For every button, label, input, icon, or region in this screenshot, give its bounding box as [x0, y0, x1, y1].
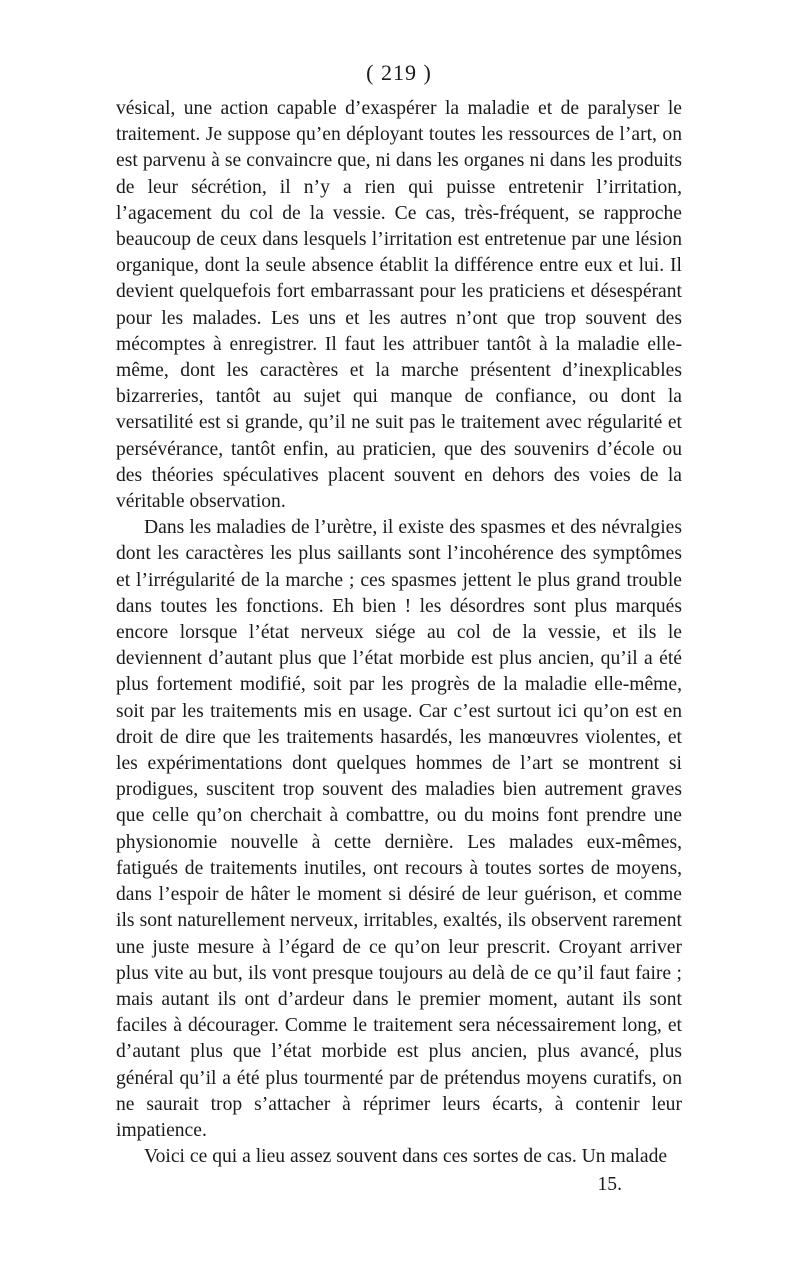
paragraph-urethra-spasms: Dans les maladies de l’urètre, il existe des spasmes et des névralgies dont les caractères les plus saillants sont l’incohérence des symptômes et l’irrégularité de la marche ; ces spasmes jettent le plus grand trouble dans toutes les fonctions. Eh bien ! les désordres sont plus marqués encore lorsque l’état nerveux siége au col de la vessie, et ils le deviennent d’autant plus que l’état morbide est plus ancien, qu’il a été plus fortement modifié, soit par les progrès de la maladie elle-même, soit par les traitements mis en usage. Car c’est surtout ici qu’on est en droit de dire que les traitements hasardés, les manœuvres violentes, et les expérimentations dont quelques hommes de l’art se montrent si prodigues, suscitent trop souvent des maladies bien autrement graves que celle qu’on cherchait à combattre, ou du moins font prendre une physionomie nouvelle à cette dernière. Les malades eux-mêmes, fatigués de traitements inutiles, ont recours à toutes sortes de moyens, dans l’espoir de hâter le moment si désiré de leur guérison, et comme ils sont naturellement nerveux, irritables, exaltés, ils observent rarement une juste mesure à l’égard de ce qu’on leur prescrit. Croyant arriver plus vite au but, ils vont presque toujours au delà de ce qu’il faut faire ; mais autant ils ont d’ardeur dans le premier moment, autant ils sont faciles à décourager. Comme le traitement sera nécessairement long, et d’autant plus que l’état morbide est plus ancien, plus avancé, plus général qu’il a été plus tourmenté par de prétendus moyens curatifs, on ne saurait trop s’attacher à réprimer leurs écarts, à contenir leur impatience. [116, 517, 682, 1141]
book-page [116, 58, 682, 1198]
signature-mark: 15. [597, 1174, 622, 1196]
page-number: ( 219 ) [366, 60, 432, 85]
paragraph-final: Voici ce qui a lieu assez souvent dans ces sortes de cas. Un malade [144, 1146, 668, 1168]
paragraph-continuation: vésical, une action capable d’exaspérer la maladie et de paralyser le traitement. Je suppose qu’en déployant toutes les ressources de l’art, on est parvenu à se convaincre que, ni dans les organes ni dans les produits de leur sécrétion, il n’y a rien qui puisse entretenir l’irritation, l’agacement du col de la vessie. Ce cas, très-fréquent, se rapproche beaucoup de ceux dans lesquels l’irritation est entretenue par une lésion organique, dont la seule absence établit la différence entre eux et lui. Il devient quelquefois fort embarrassant pour les praticiens et désespérant pour les malades. Les uns et les autres n’ont que trop souvent des mécomptes à enregistrer. Il faut les attribuer tantôt à la maladie elle-même, dont les caractères et la marche présentent d’inexplicables bizarreries, tantôt au sujet qui manque de confiance, ou dont la versatilité est si grande, qu’il ne suit pas le traitement avec régularité et persévérance, tantôt enfin, au praticien, que des souvenirs d’école ou des théories spéculatives placent souvent en dehors des voies de la véritable observation. [116, 98, 682, 513]
